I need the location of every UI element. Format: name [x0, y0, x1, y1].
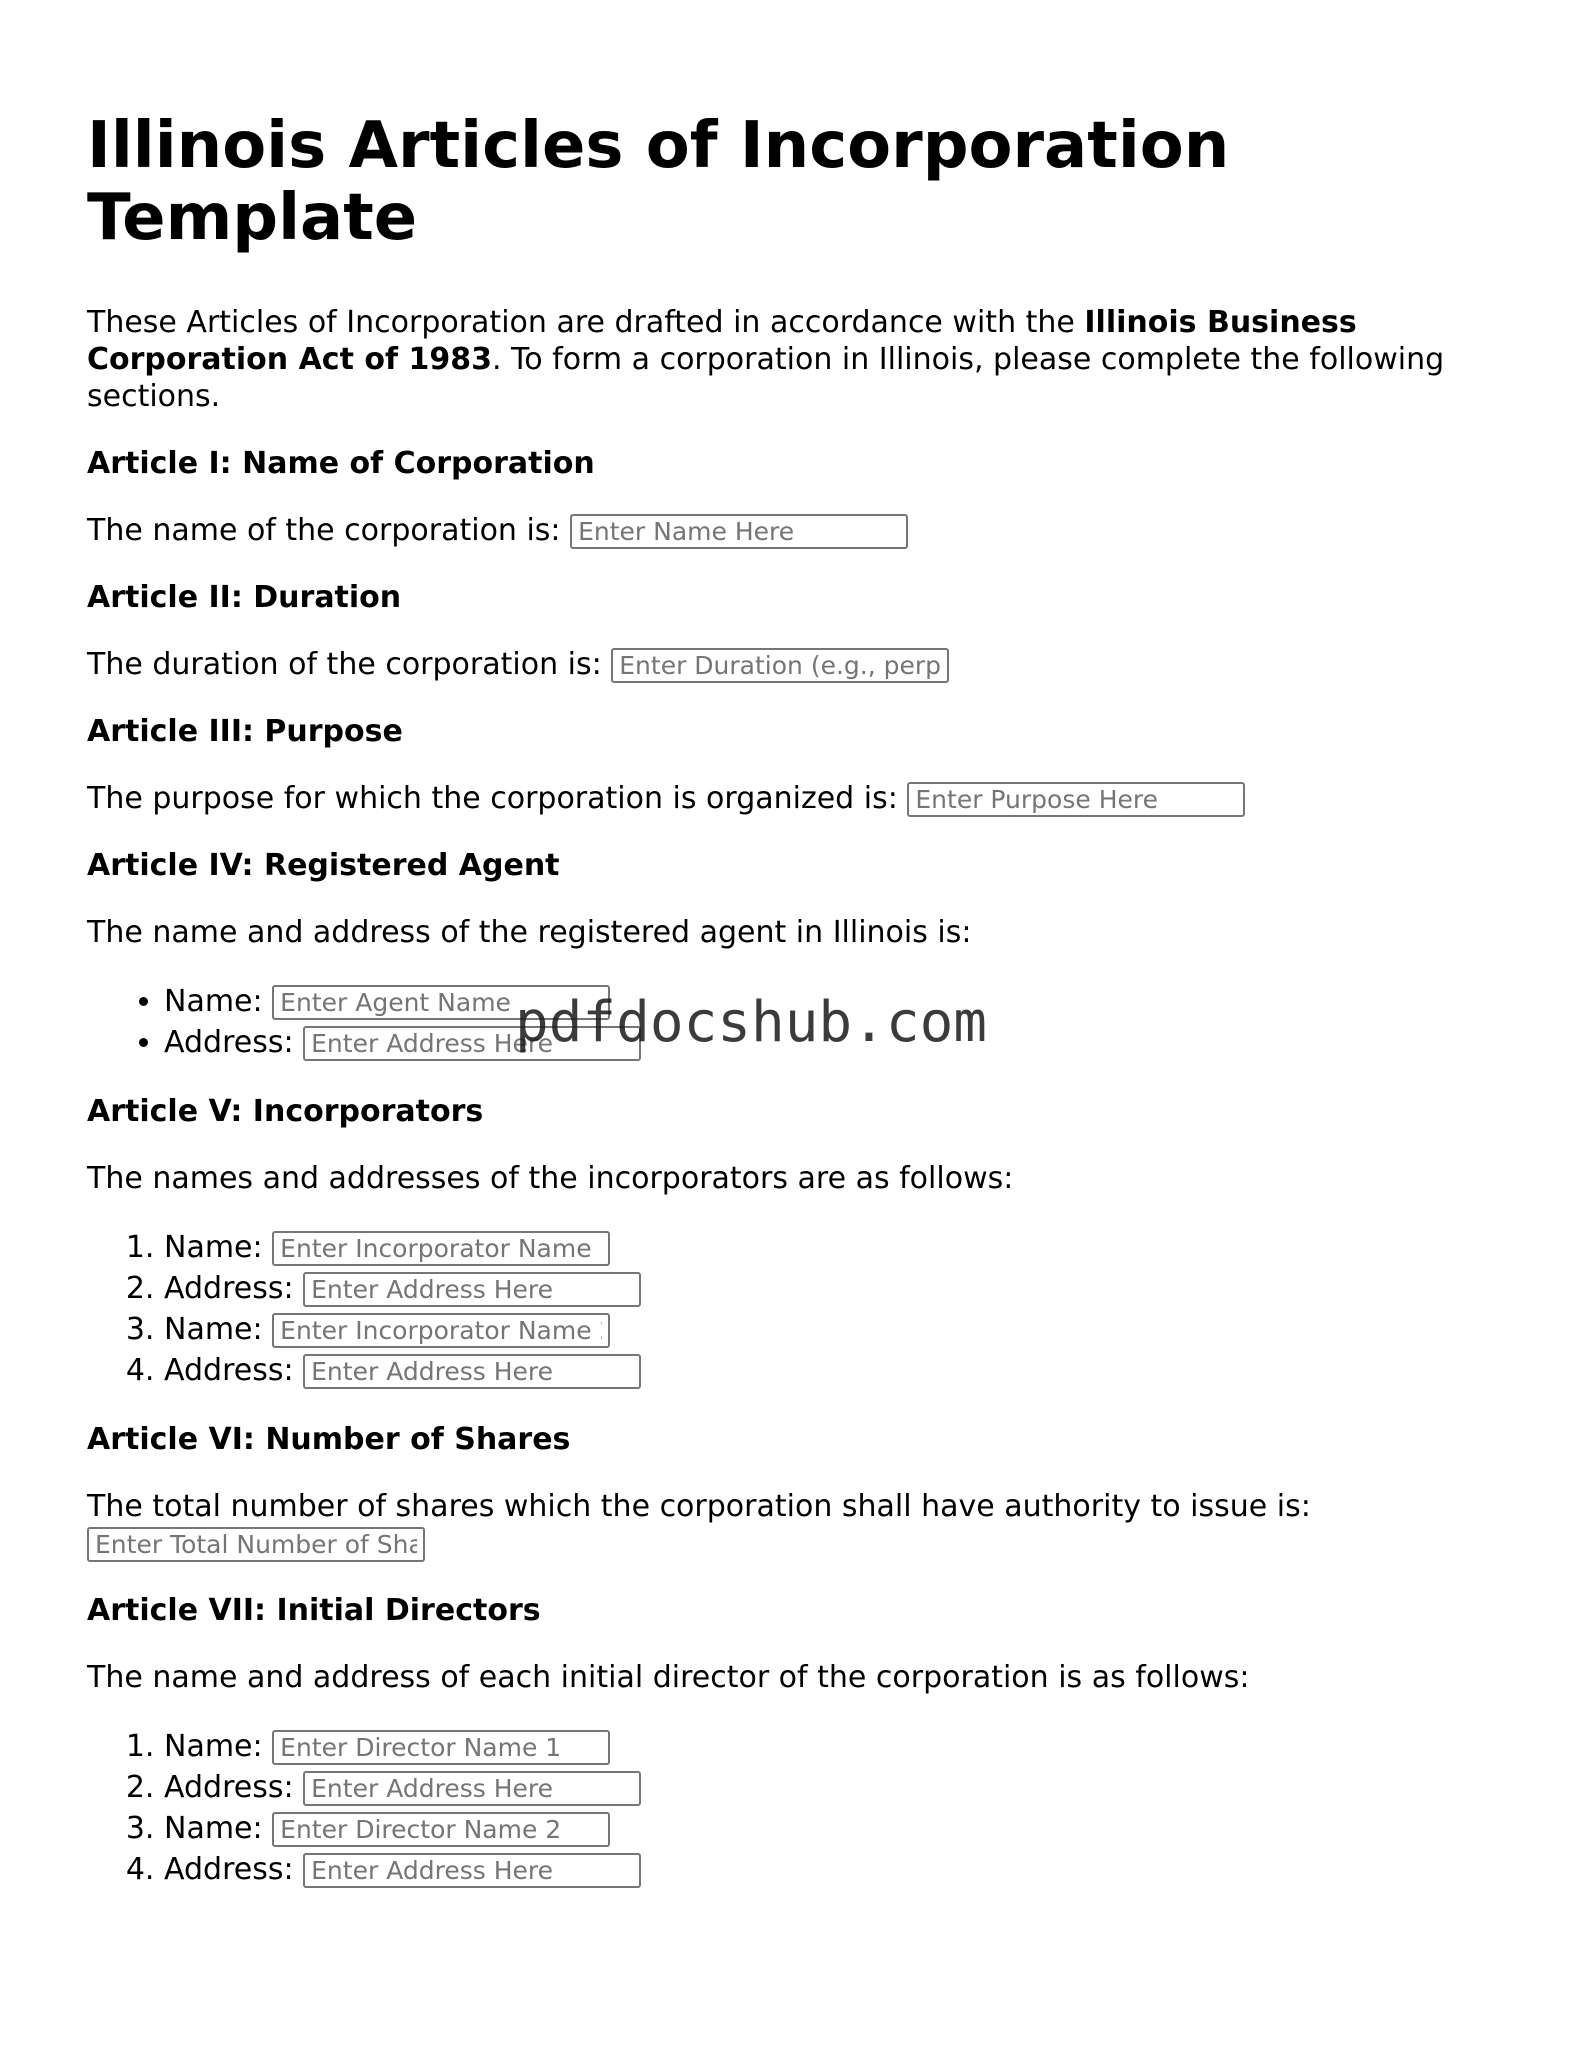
agent-address-input[interactable] [303, 1026, 641, 1061]
article-7-heading: Article VII: Initial Directors [87, 1593, 541, 1628]
incorporator-1-name-label: Name: [164, 1230, 263, 1265]
intro-act-name: Illinois Business Corporation Act of 1983 [87, 305, 1357, 377]
incorporator-1-address-input[interactable] [303, 1272, 641, 1307]
article-3-line [87, 780, 1507, 817]
directors-list [87, 1726, 1507, 1890]
incorporator-1-address-label: Address: [164, 1271, 294, 1306]
director-2-name-label: Name: [164, 1811, 263, 1846]
director-1-name-label: Name: [164, 1729, 263, 1764]
article-2-text: The duration of the corporation is: [87, 647, 602, 682]
intro-paragraph [87, 304, 1507, 415]
purpose-input[interactable] [907, 782, 1245, 817]
article-1-line [87, 512, 1507, 549]
article-2-line [87, 646, 1507, 683]
director-2-address-label: Address: [164, 1852, 294, 1887]
list-item [164, 1350, 1507, 1391]
intro-text-before: These Articles of Incorporation are drafted in accordance with the [87, 305, 1085, 340]
list-item [164, 1849, 1507, 1890]
article-1-text: The name of the corporation is: [87, 513, 561, 548]
incorporator-2-name-input[interactable] [272, 1313, 610, 1348]
corporation-name-input[interactable] [570, 514, 908, 549]
article-6-line [87, 1488, 1507, 1562]
incorporator-2-address-input[interactable] [303, 1354, 641, 1389]
page-title: Illinois Articles of Incorporation Template [87, 109, 1230, 255]
list-item [164, 1767, 1507, 1808]
list-item [164, 1227, 1507, 1268]
article-4-heading: Article IV: Registered Agent [87, 848, 560, 883]
article-3-text: The purpose for which the corporation is organized is: [87, 781, 898, 816]
list-item [164, 1268, 1507, 1309]
article-4-text: The name and address of the registered agent in Illinois is: [87, 915, 972, 950]
duration-input[interactable] [611, 648, 949, 683]
agent-name-label: Name: [164, 984, 263, 1019]
list-item [164, 1309, 1507, 1350]
agent-address-label: Address: [164, 1025, 294, 1060]
director-2-name-input[interactable] [272, 1812, 610, 1847]
document [87, 110, 1507, 1920]
article-5-heading: Article V: Incorporators [87, 1094, 484, 1129]
director-2-address-input[interactable] [303, 1853, 641, 1888]
director-1-address-label: Address: [164, 1770, 294, 1805]
list-item [164, 981, 1507, 1022]
list-item [164, 1726, 1507, 1767]
incorporators-list [87, 1227, 1507, 1391]
list-item [164, 1808, 1507, 1849]
list-item [164, 1022, 1507, 1063]
article-6-text: The total number of shares which the corporation shall have authority to issue is: [87, 1489, 1311, 1524]
total-shares-input[interactable] [87, 1527, 425, 1562]
article-7-text: The name and address of each initial director of the corporation is as follows: [87, 1660, 1250, 1695]
incorporator-1-name-input[interactable] [272, 1231, 610, 1266]
article-2-heading: Article II: Duration [87, 580, 402, 615]
director-1-address-input[interactable] [303, 1771, 641, 1806]
incorporator-2-name-label: Name: [164, 1312, 263, 1347]
director-1-name-input[interactable] [272, 1730, 610, 1765]
agent-name-input[interactable] [272, 985, 610, 1020]
article-1-heading: Article I: Name of Corporation [87, 446, 595, 481]
registered-agent-list [87, 981, 1507, 1063]
article-6-heading: Article VI: Number of Shares [87, 1422, 571, 1457]
article-5-text: The names and addresses of the incorporators are as follows: [87, 1161, 1014, 1196]
article-3-heading: Article III: Purpose [87, 714, 403, 749]
watermark: pdfdocshub.com [515, 990, 988, 1055]
incorporator-2-address-label: Address: [164, 1353, 294, 1388]
intro-text-after: . To form a corporation in Illinois, please complete the following sections. [87, 342, 1445, 414]
